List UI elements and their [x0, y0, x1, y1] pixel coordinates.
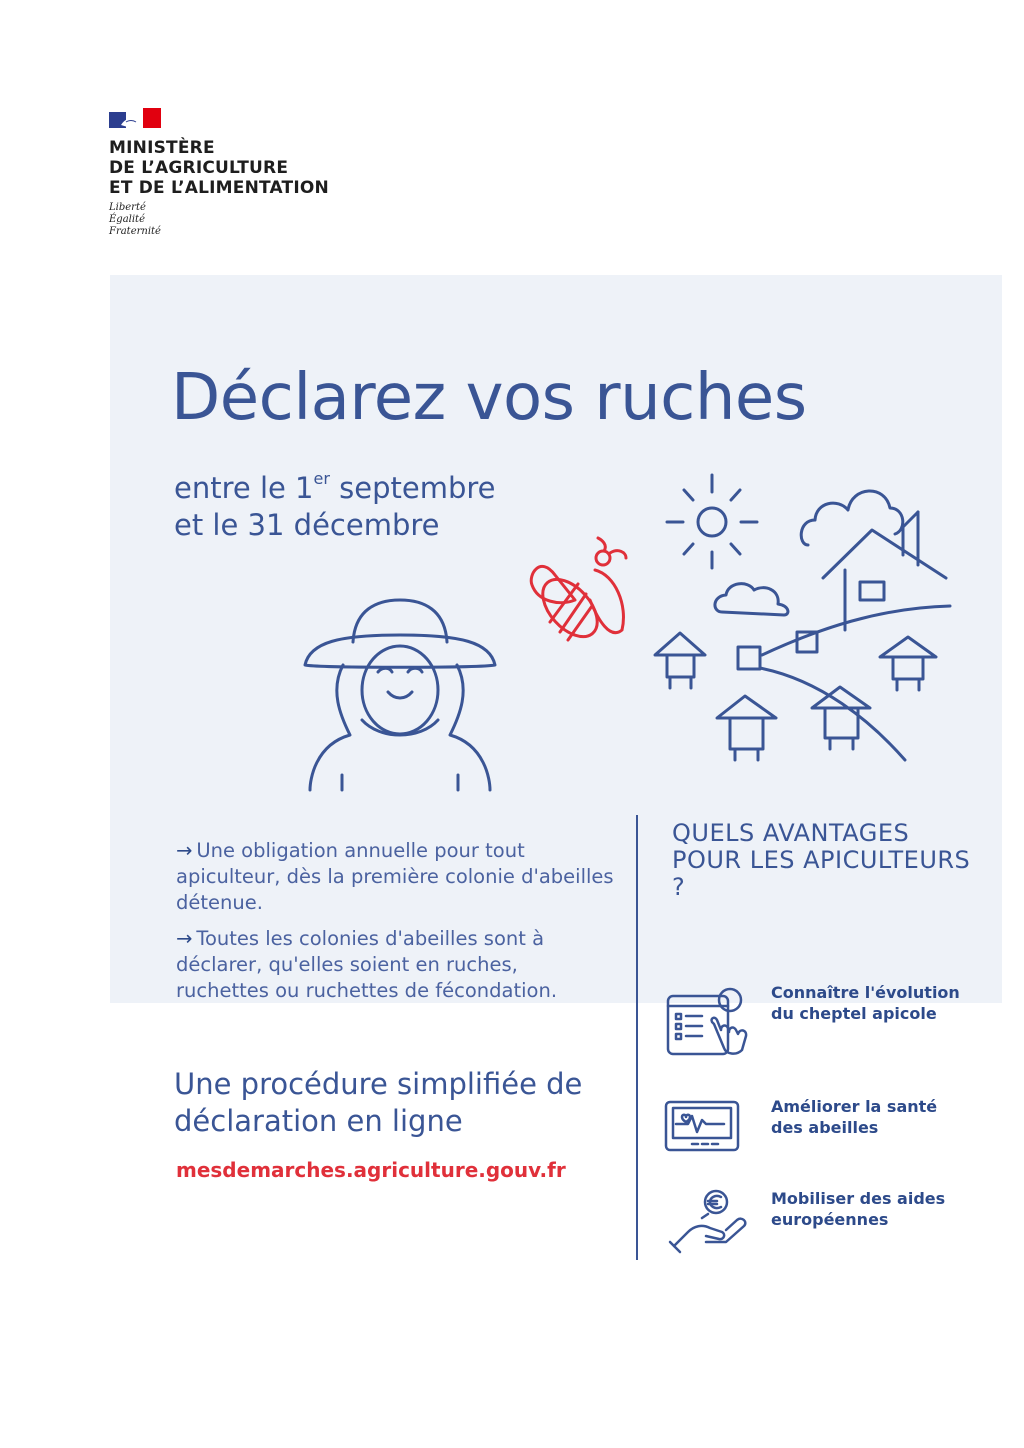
list-item: [176, 838, 616, 916]
euro-hand-icon: [662, 1188, 762, 1258]
period-start-prefix: entre le 1: [174, 471, 314, 505]
poster-title: Déclarez vos ruches: [171, 361, 807, 435]
beehive-icon: [880, 637, 936, 690]
marianne-flag-icon: [109, 108, 161, 132]
benefit-label: Connaître l'évolution du cheptel apicole: [771, 983, 960, 1023]
benefit-item: [662, 1096, 992, 1186]
ordinal-superscript: er: [313, 469, 330, 488]
beehive-icon: [655, 633, 705, 688]
period-start-suffix: septembre: [329, 471, 496, 505]
arrow-right-icon: →: [176, 839, 193, 862]
cloud-icon: [801, 491, 903, 545]
beekeeper-illustration: [290, 465, 970, 815]
benefit-item: [662, 982, 992, 1072]
benefit-label: Mobiliser des aides européennes: [771, 1189, 946, 1229]
obligation-list: [176, 838, 616, 1014]
benefit-item: [662, 1188, 992, 1278]
procedure-heading: Une procédure simplifiée de déclaration en ligne: [174, 1067, 583, 1138]
ministry-line: MINISTÈRE: [109, 138, 215, 158]
period-line-2: et le 31 décembre: [174, 508, 440, 542]
ministry-line: ET DE L’ALIMENTATION: [109, 178, 329, 198]
list-item-text: Une obligation annuelle pour tout apiculteur, dès la première colonie d'abeilles détenue.: [176, 839, 614, 914]
bee-icon: [531, 538, 626, 647]
arrow-right-icon: →: [176, 927, 193, 950]
benefit-label: Améliorer la santé des abeilles: [771, 1097, 938, 1137]
sun-icon: [667, 475, 757, 568]
beehive-icon: [717, 696, 776, 760]
cloud-icon: [715, 584, 788, 615]
ministry-name: [109, 138, 369, 198]
beekeeper-icon: [305, 600, 495, 790]
vertical-divider: [636, 815, 638, 1260]
tablet-touch-icon: [662, 982, 762, 1062]
ministry-line: DE L’AGRICULTURE: [109, 158, 289, 178]
motto-line: Égalité: [109, 214, 145, 225]
list-item-text: Toutes les colonies d'abeilles sont à déclarer, qu'elles soient en ruches, ruchettes ou ruchettes de fécondation.: [176, 927, 558, 1002]
motto-line: Fraternité: [109, 226, 161, 237]
benefits-heading: QUELS AVANTAGES POUR LES APICULTEURS ?: [672, 819, 971, 901]
health-monitor-icon: [662, 1096, 762, 1156]
motto-line: Liberté: [109, 202, 146, 213]
list-item: [176, 926, 616, 1004]
declaration-link[interactable]: mesdemarches.agriculture.gouv.fr: [176, 1158, 566, 1182]
republic-motto: [109, 202, 161, 238]
